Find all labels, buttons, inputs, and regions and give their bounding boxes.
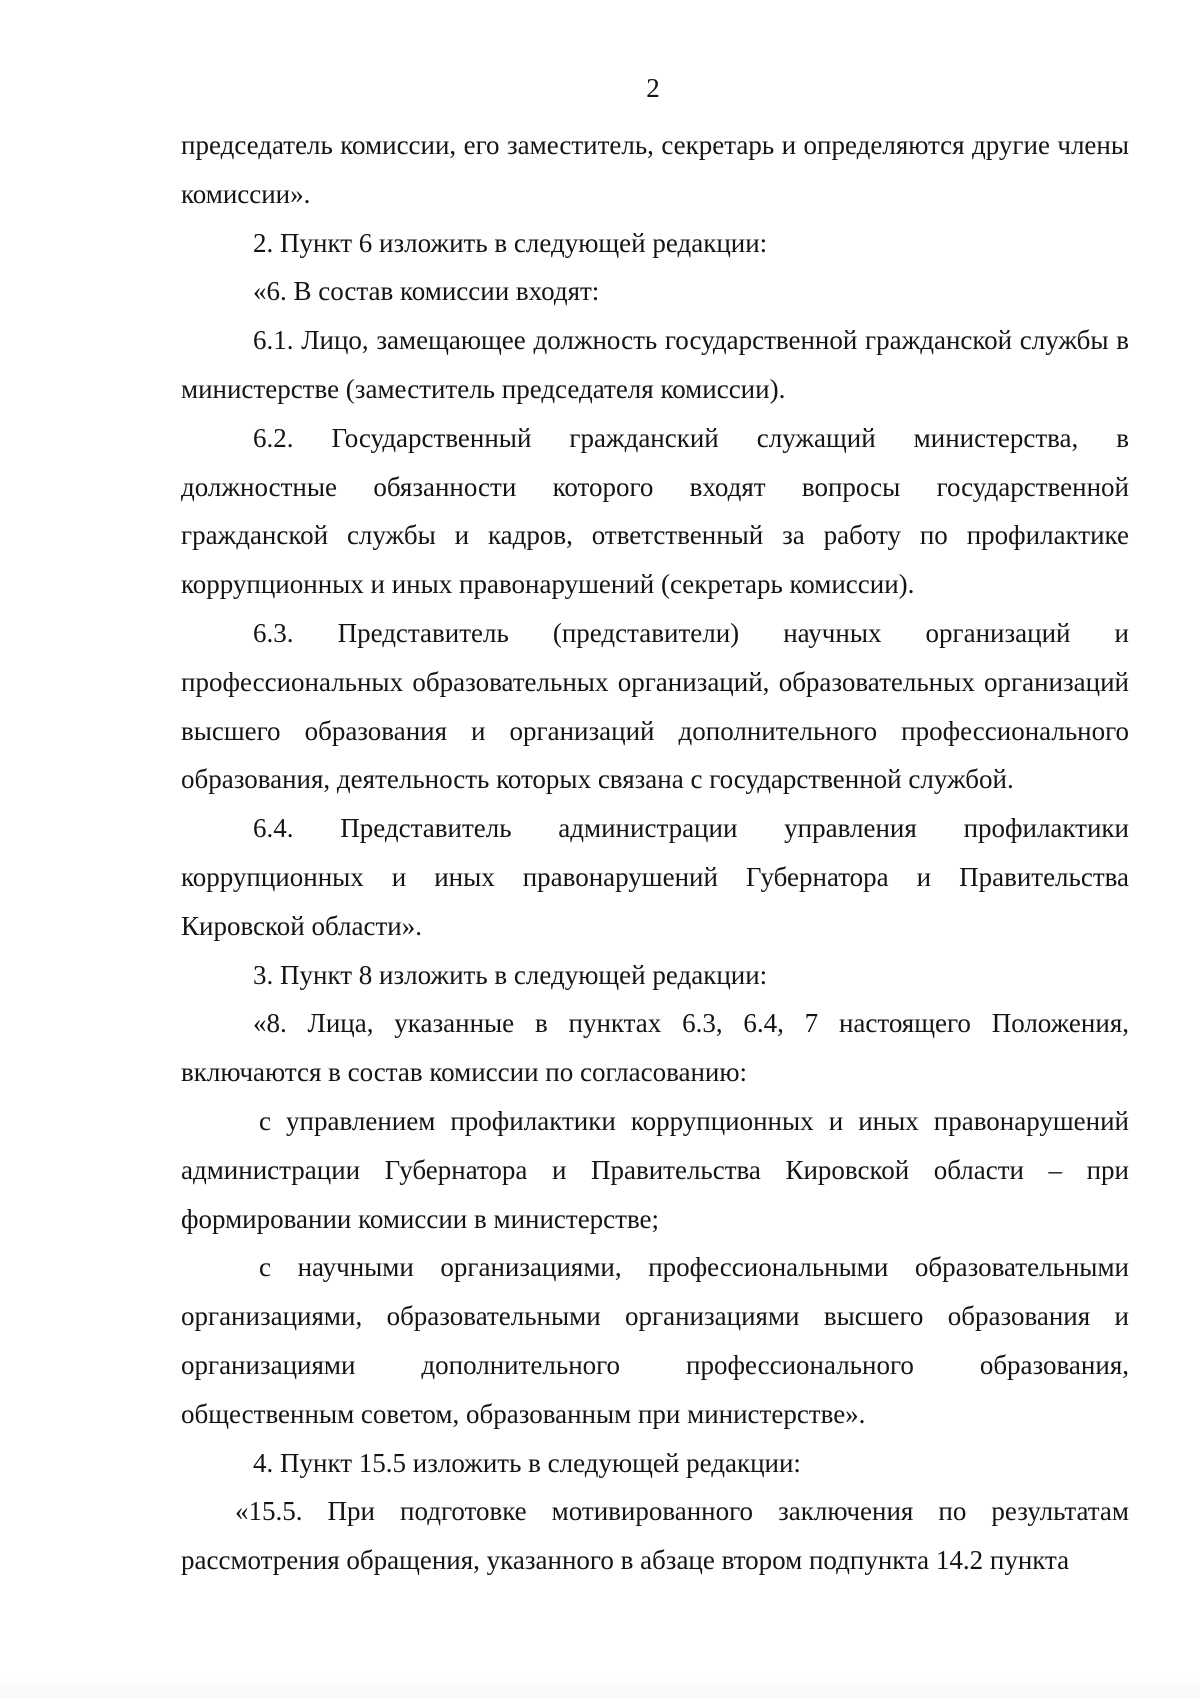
paragraph-item-6: «6. В состав комиссии входят: <box>253 276 600 307</box>
page-number: 2 <box>646 73 660 103</box>
paragraph-agreement-organizations: с научными организациями, профессиональными образовательными организациями, образовательными организациями высшего образования и организациями дополнительного профессионального образования, общественным советом, образованным при министерстве». <box>181 1252 1129 1429</box>
document-body <box>181 121 1129 1585</box>
paragraph-item-6-2: 6.2. Государственный гражданский служащий министерства, в должностные обязанности которого входят вопросы государственной гражданской службы и кадров, ответственный за работу по профилактике коррупционных и иных правонарушений (секретарь комиссии). <box>181 422 1129 600</box>
scan-bottom-edge <box>0 1678 1200 1698</box>
paragraph-continuation: председатель комиссии, его заместитель, секретарь и определяются другие члены комиссии». <box>181 130 1129 209</box>
paragraph-item-2: 2. Пункт 6 изложить в следующей редакции: <box>253 227 768 258</box>
paragraph-item-6-1: 6.1. Лицо, замещающее должность государственной гражданской службы в министерстве (заместитель председателя комиссии). <box>181 325 1129 404</box>
paragraph-item-3: 3. Пункт 8 изложить в следующей редакции: <box>253 959 768 990</box>
paragraph-agreement-management: с управлением профилактики коррупционных и иных правонарушений администрации Губернатора и Правительства Кировской области – при формировании комиссии в министерстве; <box>181 1105 1129 1234</box>
paragraph-item-4: 4. Пункт 15.5 изложить в следующей редакции: <box>253 1447 801 1478</box>
paragraph-item-6-3: 6.3. Представитель (представители) научных организаций и профессиональных образовательных организаций, образовательных организаций высшего образования и организаций дополнительного профессионального образования, деятельность которых связана с государственной службой. <box>181 617 1129 795</box>
paragraph-item-8: «8. Лица, указанные в пунктах 6.3, 6.4, 7 настоящего Положения, включаются в состав комиссии по согласованию: <box>181 1008 1129 1088</box>
paragraph-item-6-4: 6.4. Представитель администрации управления профилактики коррупционных и иных правонарушений Губернатора и Правительства Кировской области». <box>181 813 1129 941</box>
paragraph-item-15-5: «15.5. При подготовке мотивированного заключения по результатам рассмотрения обращения, указанного в абзаце втором подпункта 14.2 пункта <box>181 1496 1129 1576</box>
